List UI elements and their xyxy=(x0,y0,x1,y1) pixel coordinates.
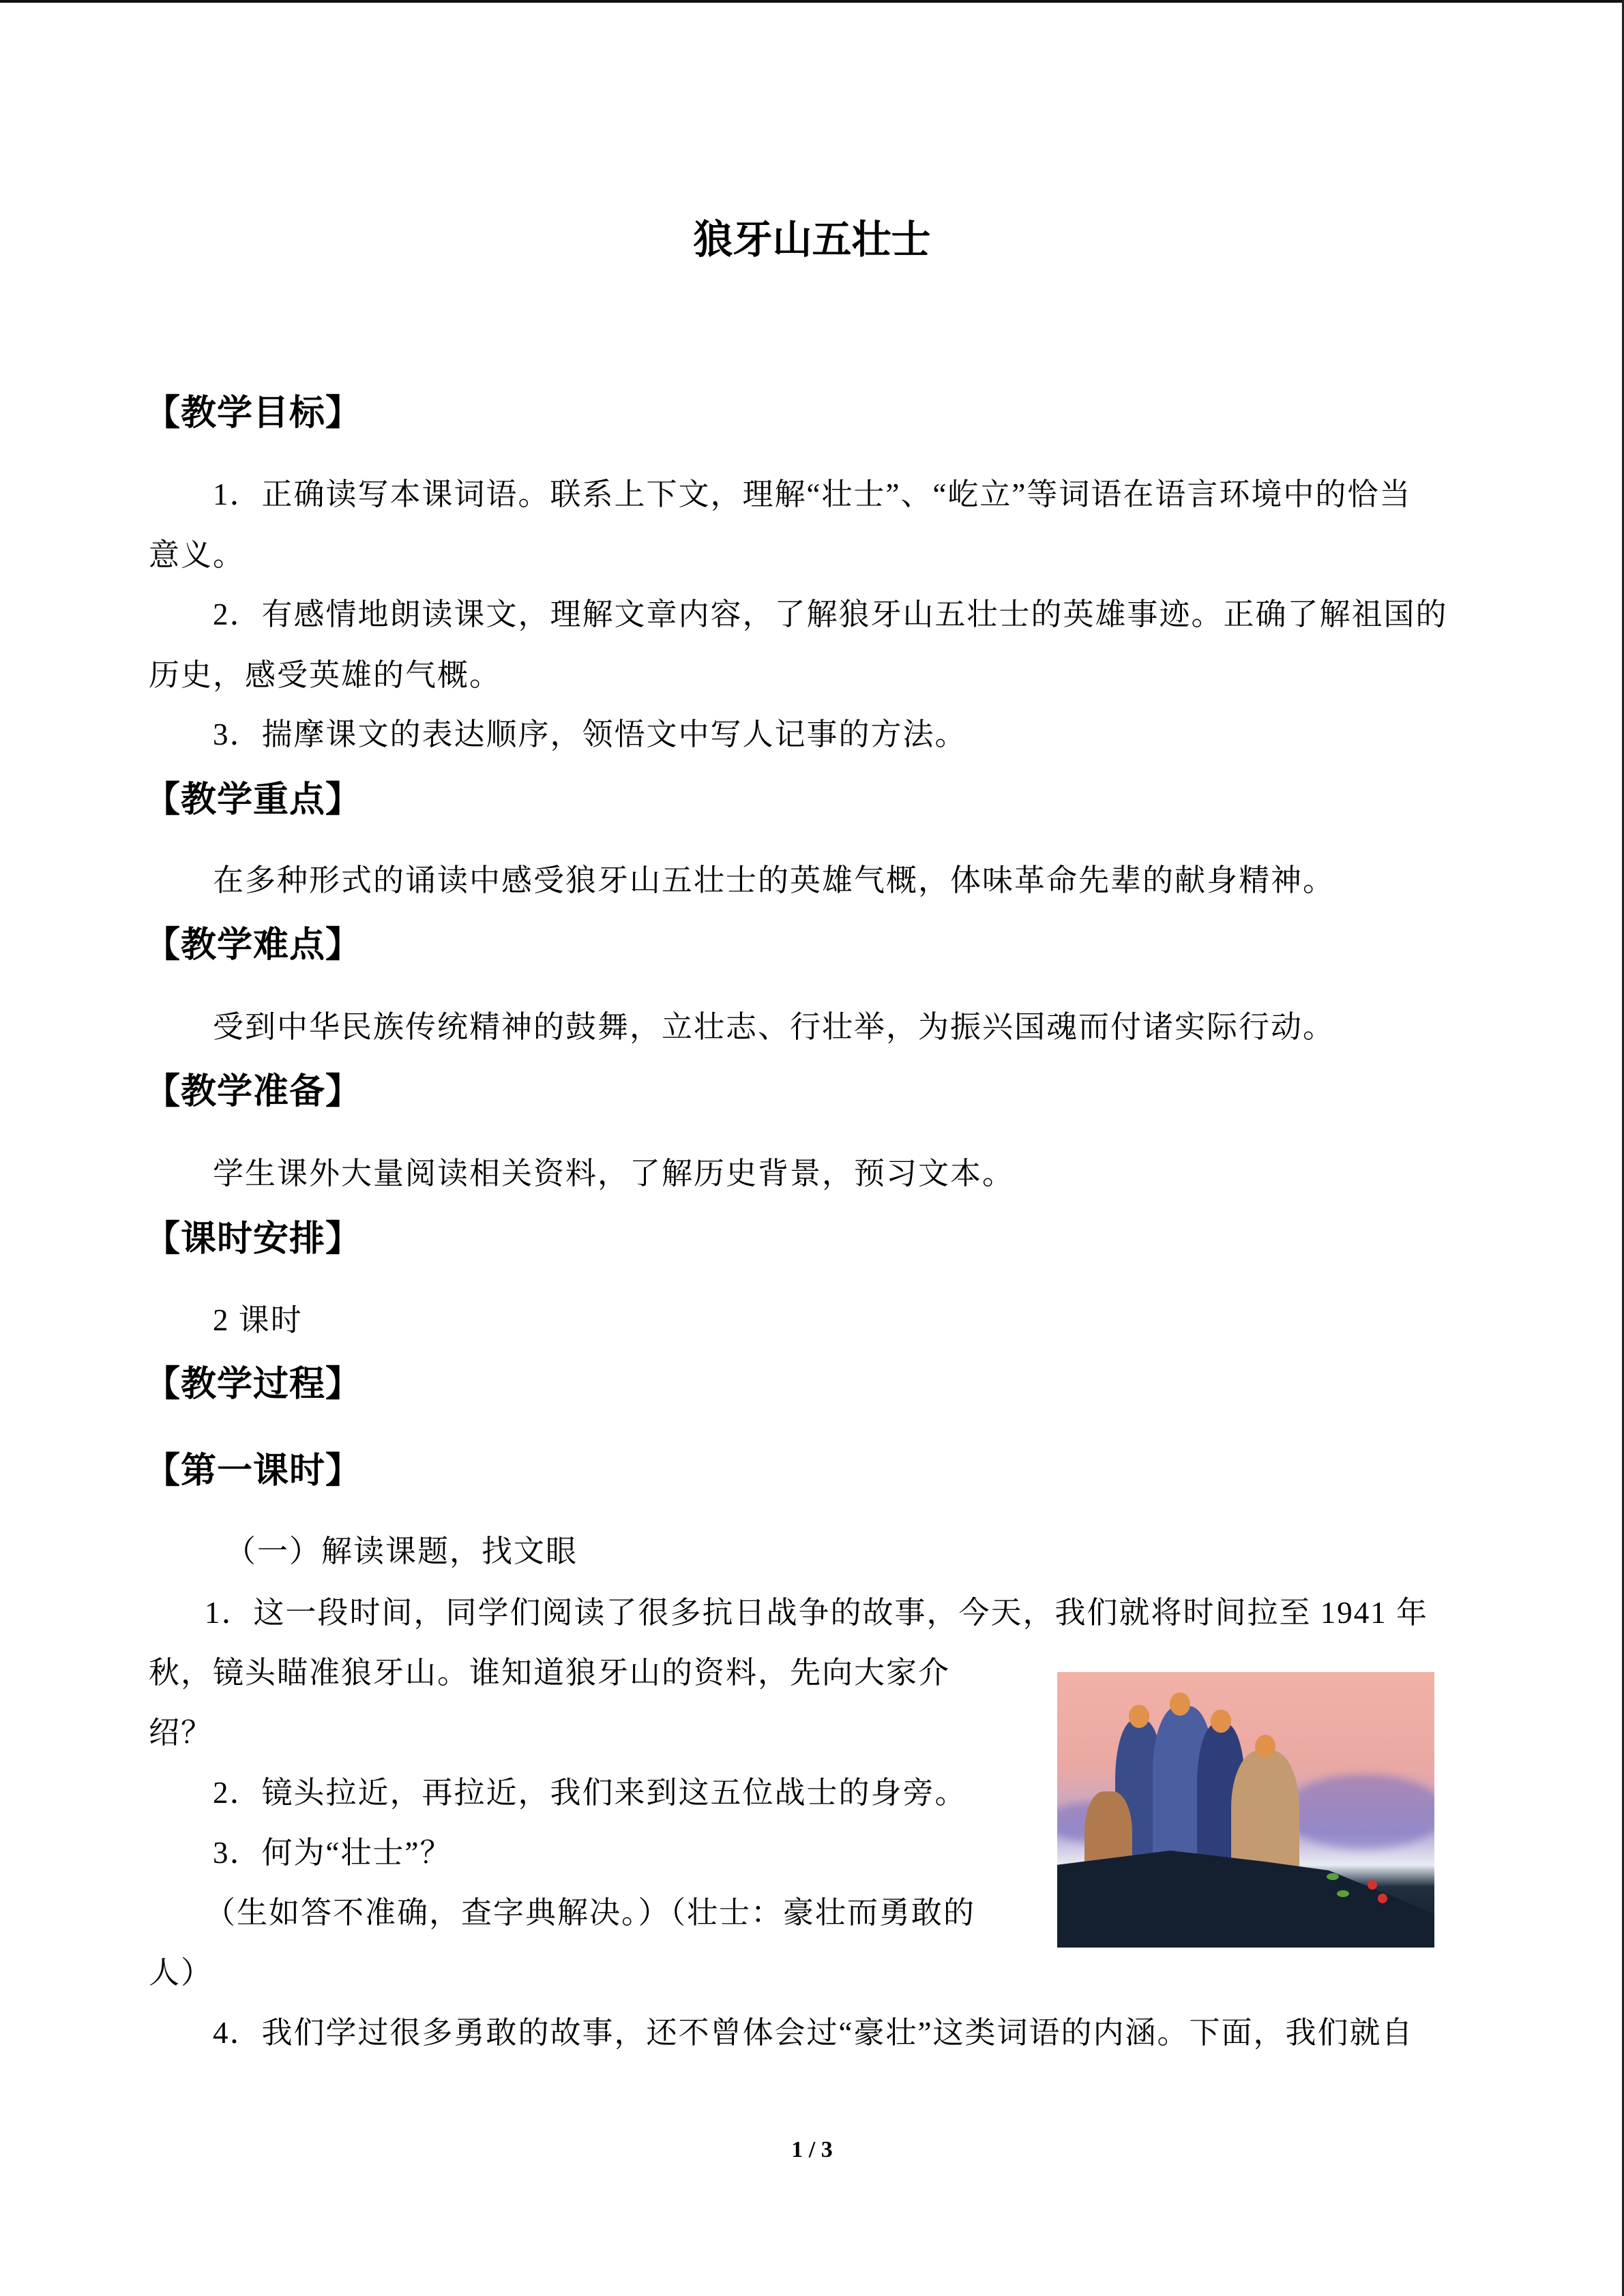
lesson-1-line-7: 人） xyxy=(149,1956,213,1990)
lesson-1-line-3: 绍？ xyxy=(149,1716,213,1750)
red-flower xyxy=(1378,1894,1387,1903)
soldiers-illustration xyxy=(1057,1672,1434,1948)
plant-leaf xyxy=(1327,1873,1339,1880)
plant-leaf xyxy=(1337,1890,1349,1897)
red-flower xyxy=(1368,1880,1377,1890)
soldier-head xyxy=(1170,1693,1190,1716)
lesson-1-line-2: 秋，镜头瞄准狼牙山。谁知道狼牙山的资料，先向大家介 xyxy=(149,1656,951,1690)
key-points-text: 在多种形式的诵读中感受狼牙山五壮士的英雄气概，体味革命先辈的献身精神。 xyxy=(213,863,1335,897)
soldier-head xyxy=(1211,1710,1231,1733)
heading-key-points: 【教学重点】 xyxy=(145,779,362,820)
objective-2-line2: 历史，感受英雄的气概。 xyxy=(149,658,502,692)
heading-lesson-1: 【第一课时】 xyxy=(145,1450,362,1491)
lesson-1-line-5: 3．何为“壮士”？ xyxy=(213,1836,452,1870)
page-top-border xyxy=(0,0,1624,3)
objective-3: 3．揣摩课文的表达顺序，领悟文中写人记事的方法。 xyxy=(213,717,967,751)
lesson-1-line-4: 2．镜头拉近，再拉近，我们来到这五位战士的身旁。 xyxy=(213,1776,967,1810)
soldier-head xyxy=(1255,1735,1275,1758)
schedule-text: 2 课时 xyxy=(213,1303,303,1337)
objective-2-line1: 2．有感情地朗读课文，理解文章内容，了解狼牙山五壮士的英雄事迹。正确了解祖国的 xyxy=(213,597,1448,631)
lesson-1-line-1: 1．这一段时间，同学们阅读了很多抗日战争的故事，今天，我们就将时间拉至 1941 年 xyxy=(205,1596,1429,1630)
heading-schedule: 【课时安排】 xyxy=(145,1219,362,1259)
heading-difficulties: 【教学难点】 xyxy=(145,925,362,966)
page-indicator: 1 / 3 xyxy=(791,2137,833,2162)
lesson-1-subheading: （一）解读课题，找文眼 xyxy=(225,1534,578,1568)
heading-process: 【教学过程】 xyxy=(145,1364,362,1405)
heading-objectives: 【教学目标】 xyxy=(145,393,362,434)
lesson-1-line-6: （生如答不准确，查字典解决。）（壮士：豪壮而勇敢的 xyxy=(205,1896,976,1930)
difficulties-text: 受到中华民族传统精神的鼓舞，立壮志、行壮举，为振兴国魂而付诸实际行动。 xyxy=(213,1010,1335,1044)
cloud-shape xyxy=(1282,1774,1434,1849)
objective-1-line1: 1．正确读写本课词语。联系上下文，理解“壮士”、“屹立”等词语在语言环境中的恰当 xyxy=(213,477,1412,511)
document-title: 狼牙山五壮士 xyxy=(693,216,931,263)
soldier-head xyxy=(1129,1705,1149,1728)
heading-preparation: 【教学准备】 xyxy=(145,1071,362,1112)
lesson-1-line-8: 4．我们学过很多勇敢的故事，还不曾体会过“豪壮”这类词语的内涵。下面，我们就自 xyxy=(213,2016,1414,2050)
objective-1-line2: 意义。 xyxy=(149,538,246,572)
preparation-text: 学生课外大量阅读相关资料，了解历史背景，预习文本。 xyxy=(213,1157,1015,1191)
